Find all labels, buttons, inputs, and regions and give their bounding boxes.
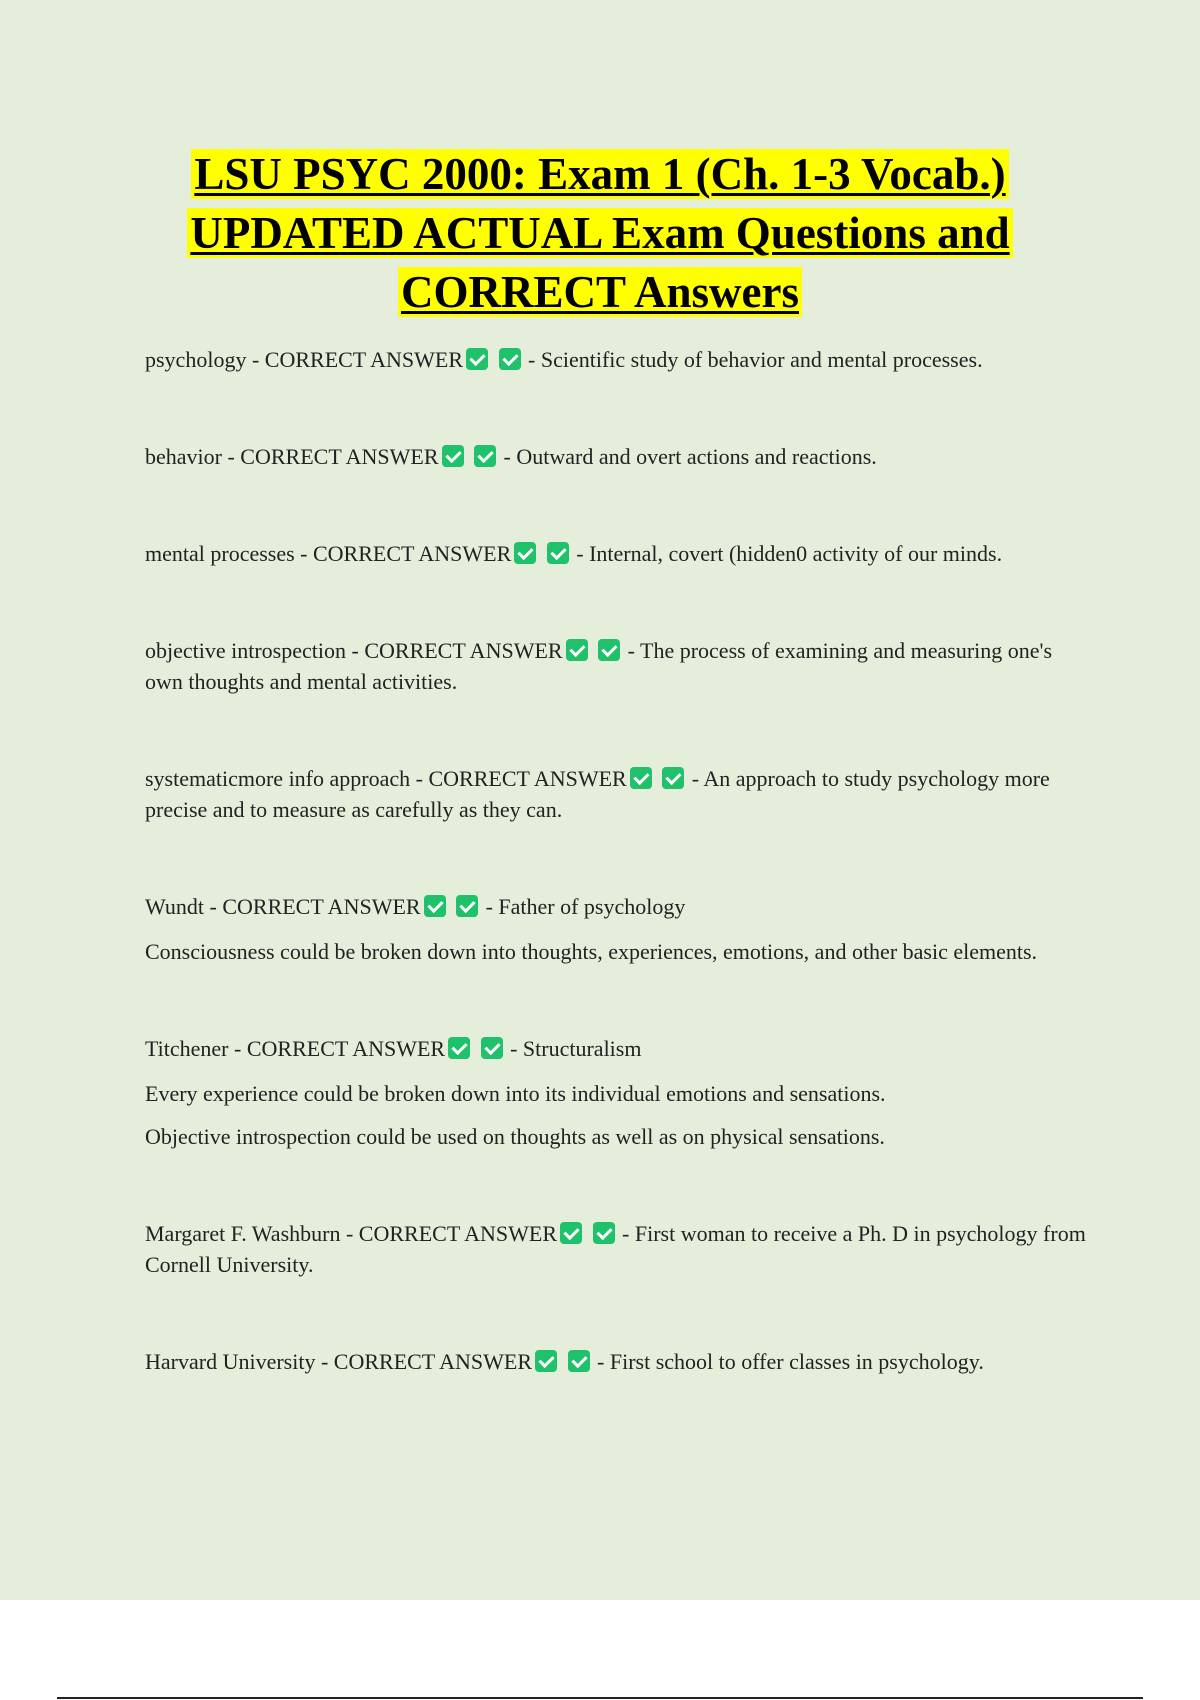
answer-marker: CORRECT ANSWER bbox=[358, 1221, 558, 1246]
answer-marker: CORRECT ANSWER bbox=[364, 638, 563, 663]
check-mark-icon bbox=[566, 639, 588, 661]
check-mark-icon bbox=[442, 445, 464, 467]
check-mark-icon bbox=[535, 1350, 557, 1372]
check-mark-icon bbox=[424, 895, 446, 917]
vocab-entry-titchener bbox=[145, 1033, 1090, 1152]
entry-definition: Structuralism bbox=[522, 1036, 642, 1061]
entry-definition: First school to offer classes in psychology. bbox=[609, 1349, 984, 1374]
vocab-entry-objective-introspection bbox=[145, 635, 1090, 697]
title-line-3: CORRECT Answers bbox=[398, 267, 802, 317]
entry-extra-line: Objective introspection could be used on thoughts as well as on physical sensations. bbox=[145, 1124, 885, 1149]
check-mark-icon bbox=[481, 1037, 503, 1059]
entry-line: Margaret F. Washburn - CORRECT ANSWER - First woman to receive a Ph. D in psychology from Cornell University. bbox=[145, 1221, 1086, 1277]
check-mark-icon bbox=[514, 542, 536, 564]
vocab-entry-mental-processes bbox=[145, 538, 1090, 569]
entry-line: behavior - CORRECT ANSWER - Outward and overt actions and reactions. bbox=[145, 444, 877, 469]
document-title bbox=[100, 145, 1100, 322]
entry-term: mental processes bbox=[145, 541, 295, 566]
vocab-entry-systematic-approach bbox=[145, 763, 1090, 825]
check-mark-icon bbox=[448, 1037, 470, 1059]
answer-marker: CORRECT ANSWER bbox=[222, 894, 421, 919]
vocab-entry-behavior bbox=[145, 441, 1090, 472]
check-mark-icon bbox=[474, 445, 496, 467]
entry-term: Margaret F. Washburn bbox=[145, 1221, 341, 1246]
entry-definition: First woman to receive a Ph. D in psychology from Cornell University. bbox=[145, 1221, 1086, 1277]
check-mark-icon bbox=[598, 639, 620, 661]
answer-marker: CORRECT ANSWER bbox=[313, 541, 512, 566]
check-mark-icon bbox=[593, 1222, 615, 1244]
vocab-list bbox=[145, 344, 1090, 1377]
entry-line: Titchener - CORRECT ANSWER - Structuralism bbox=[145, 1036, 642, 1061]
entry-definition: Internal, covert (hidden0 activity of our minds. bbox=[589, 541, 1003, 566]
check-mark-icon bbox=[630, 767, 652, 789]
entry-definition: Father of psychology bbox=[498, 894, 686, 919]
answer-marker: CORRECT ANSWER bbox=[428, 766, 627, 791]
entry-line: objective introspection - CORRECT ANSWER - The process of examining and measuring one's own thoughts and mental activities. bbox=[145, 638, 1053, 694]
entry-term: psychology bbox=[145, 347, 247, 372]
vocab-entry-washburn bbox=[145, 1218, 1090, 1280]
check-mark-icon bbox=[547, 542, 569, 564]
entry-term: systematicmore info approach bbox=[145, 766, 411, 791]
entry-term: behavior bbox=[145, 444, 222, 469]
entry-definition: Scientific study of behavior and mental processes. bbox=[540, 347, 983, 372]
answer-marker: CORRECT ANSWER bbox=[240, 444, 439, 469]
entry-term: Wundt bbox=[145, 894, 204, 919]
check-mark-icon bbox=[456, 895, 478, 917]
vocab-entry-harvard bbox=[145, 1346, 1090, 1377]
entry-definition: An approach to study psychology more precise and to measure as carefully as they can. bbox=[145, 766, 1050, 822]
entry-extra-line: Every experience could be broken down into its individual emotions and sensations. bbox=[145, 1081, 886, 1106]
title-line-2: UPDATED ACTUAL Exam Questions and bbox=[187, 208, 1012, 258]
answer-marker: CORRECT ANSWER bbox=[264, 347, 464, 372]
check-mark-icon bbox=[568, 1350, 590, 1372]
vocab-entry-psychology bbox=[145, 344, 1090, 375]
footer-divider bbox=[57, 1697, 1143, 1699]
entry-term: Harvard University bbox=[145, 1349, 316, 1374]
check-mark-icon bbox=[560, 1222, 582, 1244]
title-line-1: LSU PSYC 2000: Exam 1 (Ch. 1-3 Vocab.) bbox=[191, 149, 1008, 199]
entry-term: Titchener bbox=[145, 1036, 229, 1061]
entry-line: Wundt - CORRECT ANSWER - Father of psychology bbox=[145, 894, 686, 919]
entry-extra-line: Consciousness could be broken down into thoughts, experiences, emotions, and other basic elements. bbox=[145, 939, 1038, 964]
entry-definition: The process of examining and measuring one's own thoughts and mental activities. bbox=[145, 638, 1053, 694]
check-mark-icon bbox=[662, 767, 684, 789]
entry-term: objective introspection bbox=[145, 638, 346, 663]
answer-marker: CORRECT ANSWER bbox=[246, 1036, 446, 1061]
entry-definition: Outward and overt actions and reactions. bbox=[516, 444, 877, 469]
check-mark-icon bbox=[466, 348, 488, 370]
vocab-entry-wundt bbox=[145, 891, 1090, 967]
answer-marker: CORRECT ANSWER bbox=[333, 1349, 533, 1374]
check-mark-icon bbox=[499, 348, 521, 370]
entry-line: Harvard University - CORRECT ANSWER - First school to offer classes in psychology. bbox=[145, 1349, 984, 1374]
entry-line: psychology - CORRECT ANSWER - Scientific study of behavior and mental processes. bbox=[145, 347, 983, 372]
entry-line: mental processes - CORRECT ANSWER - Internal, covert (hidden0 activity of our minds. bbox=[145, 541, 1003, 566]
entry-line: systematicmore info approach - CORRECT ANSWER - An approach to study psychology more precise and to measure as carefully as they can. bbox=[145, 766, 1050, 822]
